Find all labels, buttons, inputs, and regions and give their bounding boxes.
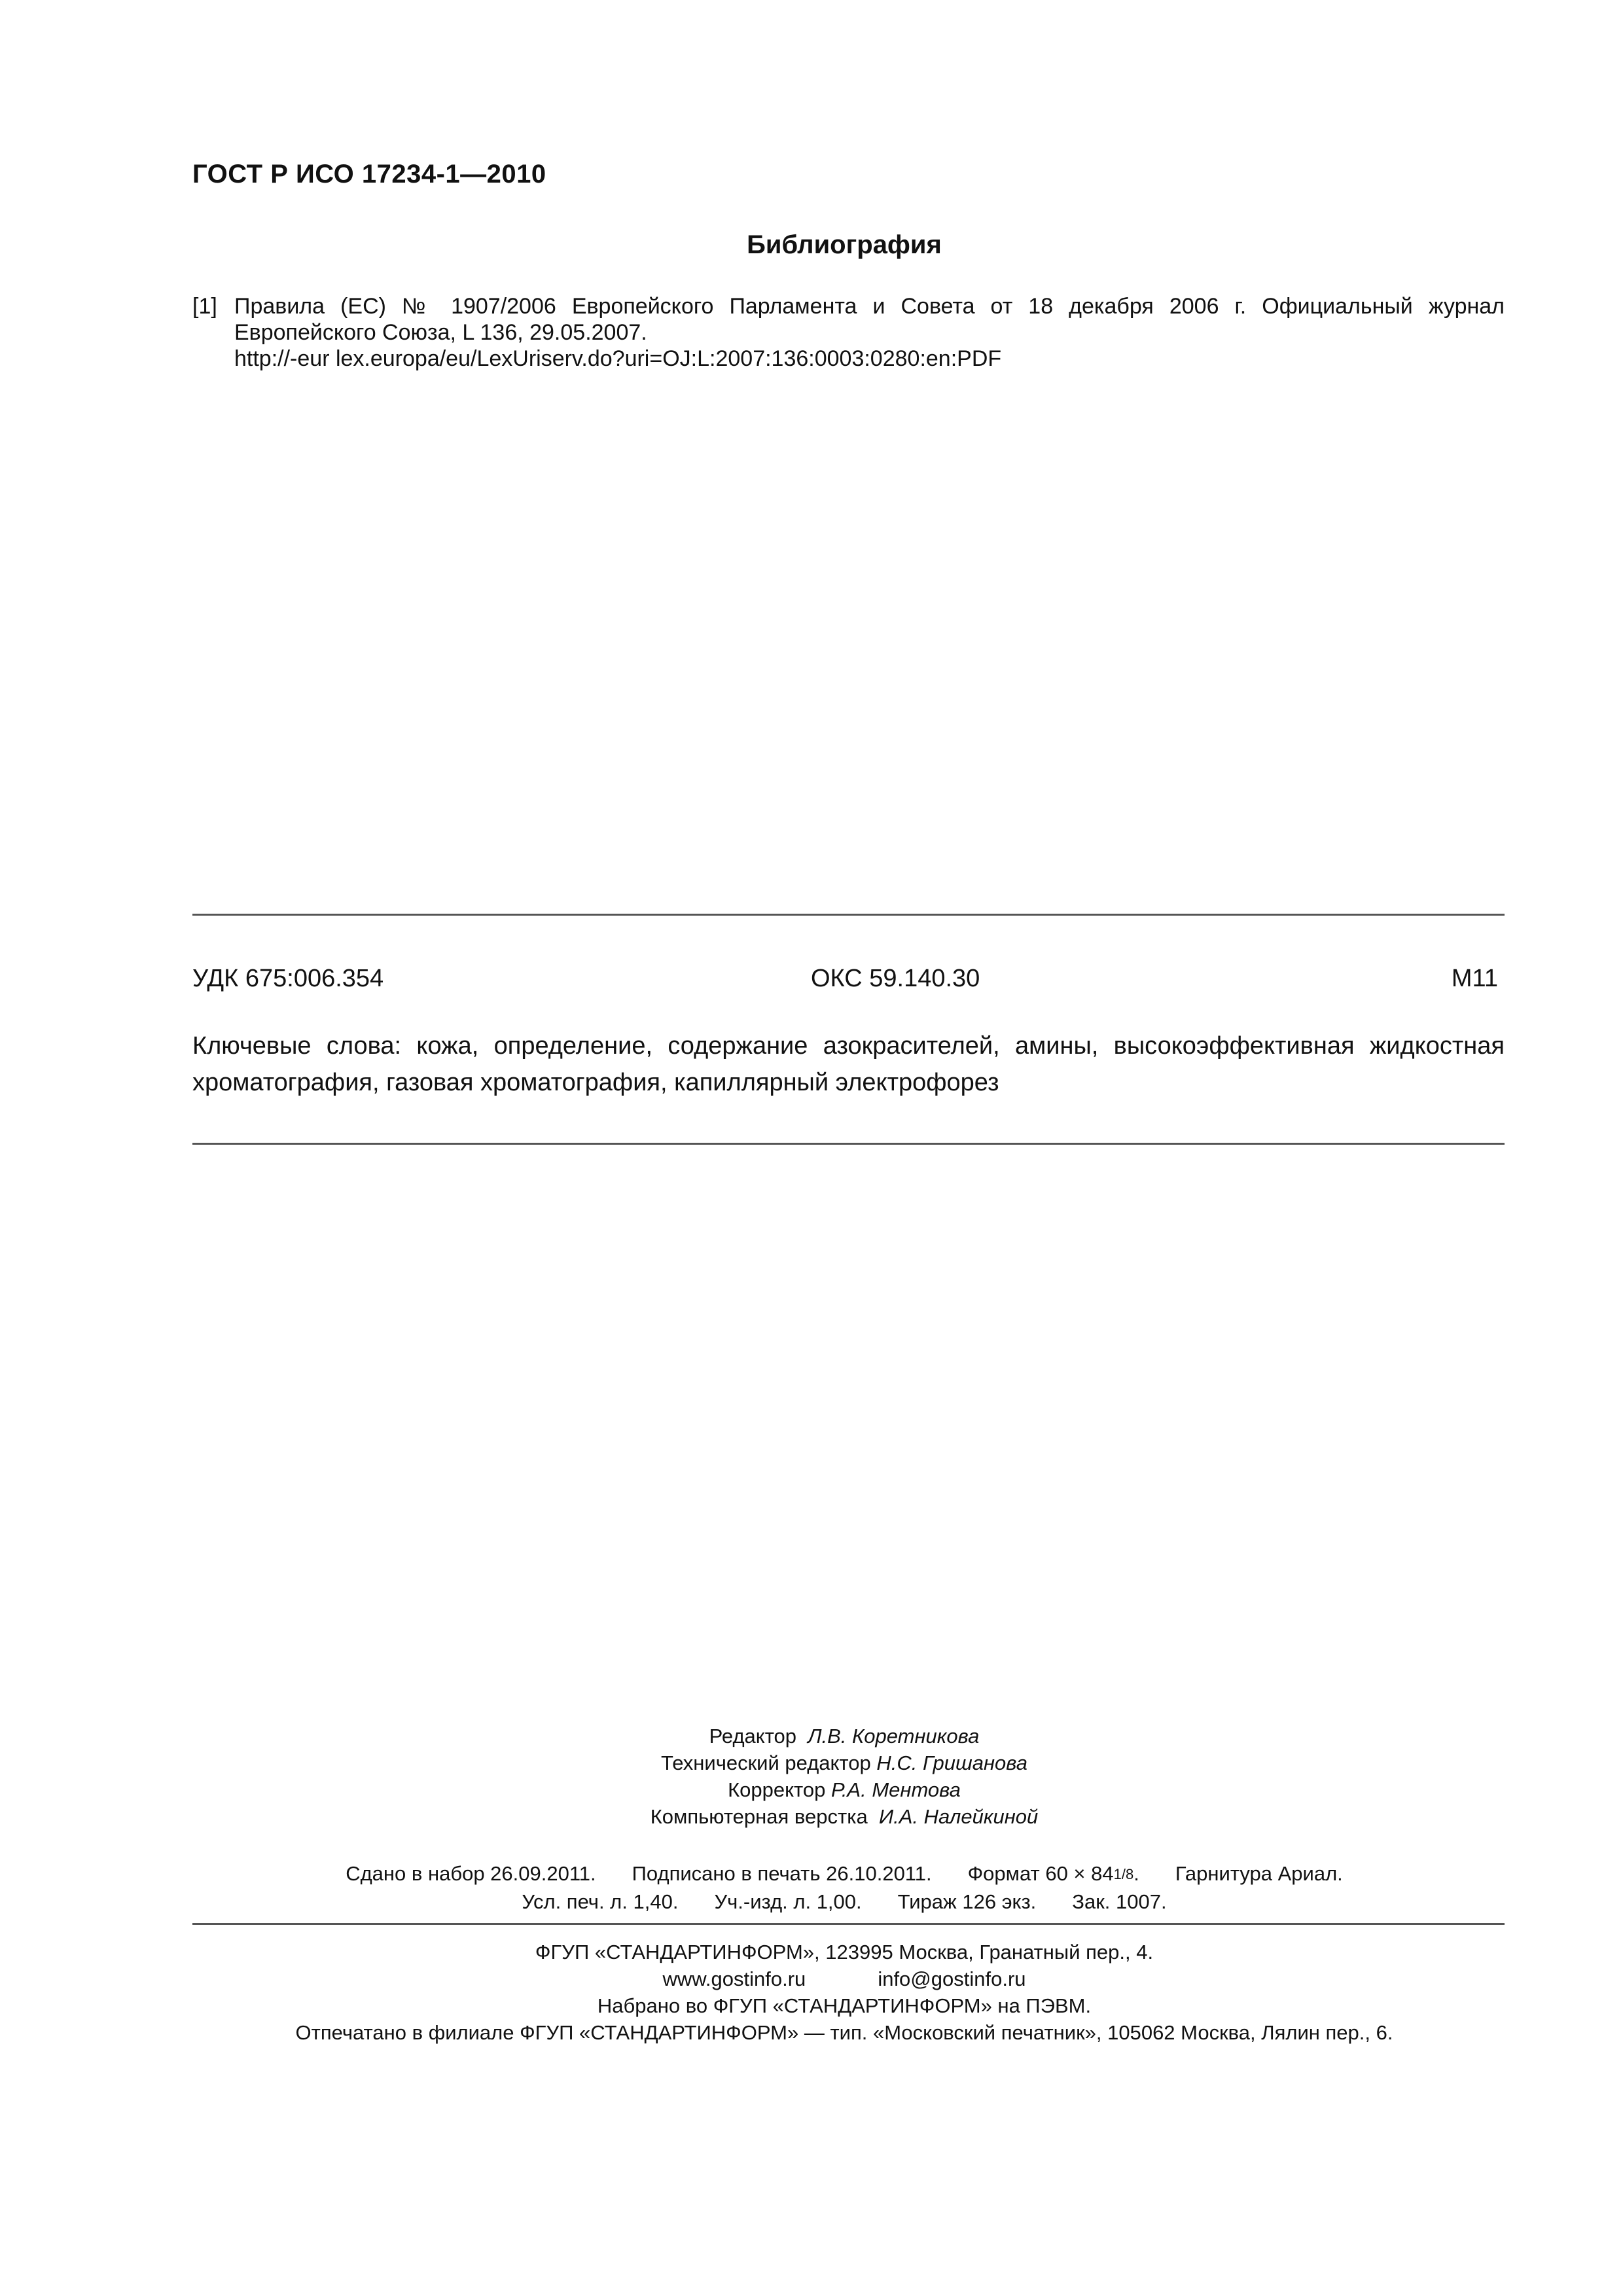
divider-top <box>192 914 1505 916</box>
imprint-format: Формат 60 × 84 <box>967 1862 1114 1885</box>
imprint-signed: Подписано в печать 26.10.2011. <box>632 1862 932 1885</box>
keywords: Ключевые слова: кожа, определение, содержание азокрасителей, амины, высокоэффективная жидкостная хроматография, газовая хроматография, капиллярный электрофорез <box>192 1032 1505 1096</box>
credit-role: Корректор <box>728 1778 826 1801</box>
reference-url[interactable]: http://-eur lex.europa/eu/LexUriserv.do?uri=OJ:L:2007:136:0003:0280:en:PDF <box>234 346 1002 371</box>
credit-name: Р.А. Ментова <box>830 1778 961 1801</box>
credit-role: Технический редактор <box>661 1751 871 1774</box>
m-code: М11 <box>1451 965 1498 992</box>
divider-bottom <box>192 1923 1505 1925</box>
credit-corrector <box>0 1776 1623 1803</box>
oks-code: ОКС 59.140.30 <box>811 965 980 992</box>
publisher-typeset-note: Набрано во ФГУП «СТАНДАРТИНФОРМ» на ПЭВМ. <box>597 1994 1092 2017</box>
publisher-website[interactable]: www.gostinfo.ru <box>662 1967 806 1990</box>
credit-editor <box>0 1723 1623 1749</box>
imprint-circulation: Тираж 126 экз. <box>897 1890 1037 1913</box>
imprint-format-fraction: 1/8 <box>1113 1866 1134 1882</box>
publisher-block <box>0 1939 1623 2046</box>
bibliography-title: Библиография <box>747 230 942 259</box>
publisher-contacts <box>0 1965 1623 1992</box>
credit-tech-editor <box>0 1749 1623 1776</box>
imprint-order: Зак. 1007. <box>1072 1890 1167 1913</box>
imprint-line-1: Сдано в набор 26.09.2011. Подписано в печать 26.10.2011. Формат 60 × 841/8. Гарнитура Ариал. <box>346 1862 1343 1885</box>
imprint-typeset: Сдано в набор 26.09.2011. <box>346 1862 596 1885</box>
imprint-block <box>0 1860 1623 1916</box>
imprint-line-2 <box>0 1888 1623 1916</box>
reference-text: Правила (ЕС) № 1907/2006 Европейского Парламента и Совета от 18 декабря 2006 г. Официальный журнал Европейского Союза, L 136, 29.05.2007. <box>234 294 1505 345</box>
credits-block <box>0 1723 1623 1830</box>
imprint-pub-sheets: Уч.-изд. л. 1,00. <box>714 1890 862 1913</box>
credit-name: И.А. Налейкиной <box>878 1805 1039 1828</box>
credit-layout <box>0 1803 1623 1830</box>
udk-code: УДК 675:006.354 <box>192 965 384 992</box>
publisher-address: ФГУП «СТАНДАРТИНФОРМ», 123995 Москва, Гранатный пер., 4. <box>535 1941 1154 1964</box>
publisher-printed-note: Отпечатано в филиале ФГУП «СТАНДАРТИНФОРМ» — тип. «Московский печатник», 105062 Москва, Лялин пер., 6. <box>295 2021 1393 2044</box>
divider-middle <box>192 1143 1505 1145</box>
imprint-font: Гарнитура Ариал. <box>1175 1862 1343 1885</box>
credit-name: Н.С. Гришанова <box>876 1751 1027 1774</box>
imprint-print-sheets: Усл. печ. л. 1,40. <box>522 1890 679 1913</box>
publisher-email[interactable]: info@gostinfo.ru <box>878 1967 1026 1990</box>
reference-number: [1] <box>192 294 217 319</box>
bibliography-reference <box>192 293 1505 372</box>
credit-role: Компьютерная верстка <box>650 1805 868 1828</box>
credit-name: Л.В. Коретникова <box>808 1725 980 1748</box>
credit-role: Редактор <box>709 1725 797 1748</box>
standard-code: ГОСТ Р ИСО 17234-1—2010 <box>192 160 546 188</box>
